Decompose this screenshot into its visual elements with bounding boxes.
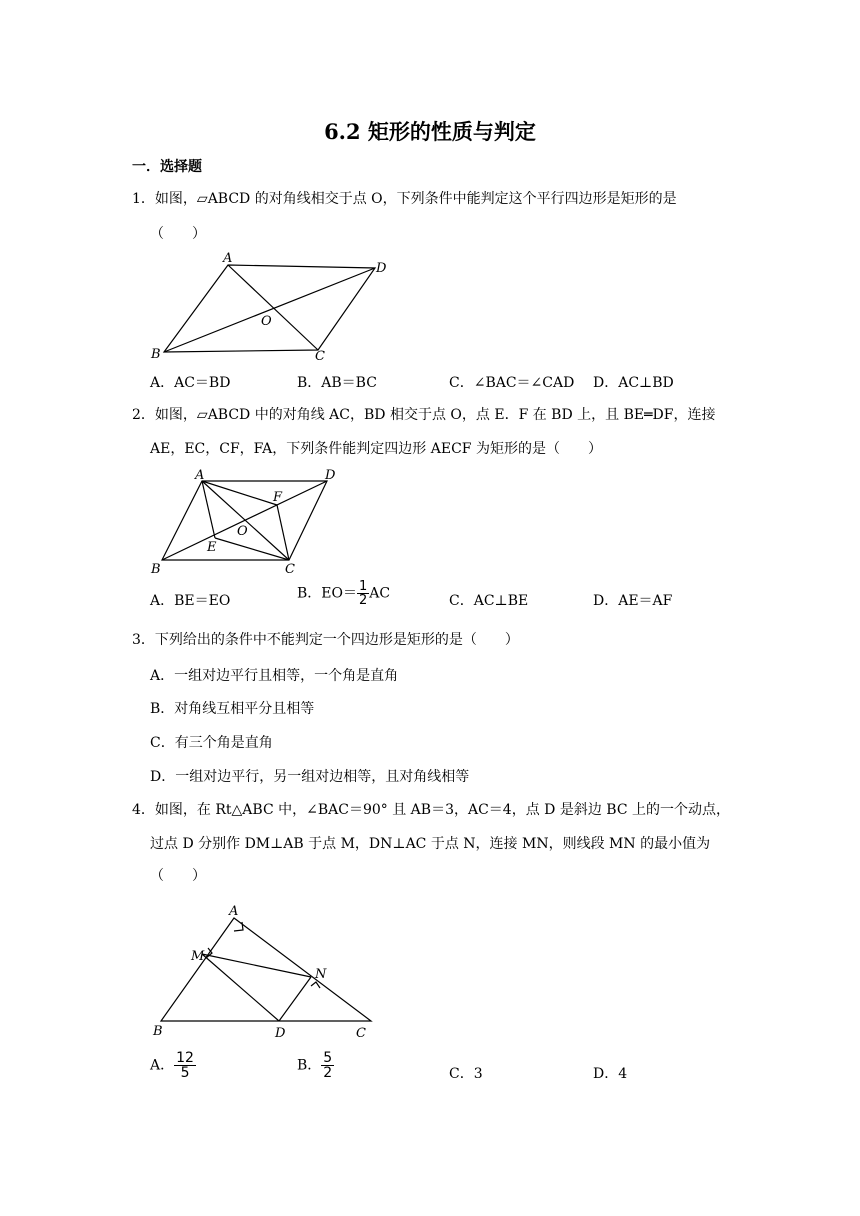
q2-text-line2: AE，EC，CF，FA，下列条件能判定四边形 AECF 为矩形的是（ ）: [150, 441, 602, 457]
q1-label-c: C: [315, 349, 325, 364]
q3-option-c[interactable]: C．有三个角是直角: [150, 735, 273, 751]
q1-diagonal-ac: [228, 265, 318, 350]
q2-label-c: C: [285, 562, 295, 577]
q4-blank: （ ）: [150, 868, 206, 884]
q4-segment-dn: [279, 977, 311, 1021]
q3-option-a[interactable]: A．一组对边平行且相等，一个角是直角: [150, 668, 399, 684]
q4-label-d: D: [275, 1026, 286, 1040]
q2-diagonal-bd: [162, 481, 327, 560]
q1-option-c[interactable]: C．∠BAC＝∠CAD: [449, 375, 575, 391]
q1-option-a[interactable]: A．AC＝BD: [150, 375, 231, 391]
q4-option-b-numerator: 5: [323, 1050, 333, 1066]
q4-option-b-denominator: 2: [323, 1065, 333, 1081]
q4-segment-mn: [202, 954, 311, 977]
q1-blank: （ ）: [150, 226, 206, 242]
page-title: 6.2 矩形的性质与判定: [324, 119, 536, 144]
q2-option-b-prefix: B．EO＝: [297, 585, 357, 602]
q4-right-angle-a: [234, 922, 243, 931]
q2-label-b: B: [151, 562, 161, 577]
q4-segment-md: [202, 954, 279, 1021]
q4-option-b-fraction: [321, 1051, 334, 1080]
q2-label-f: F: [273, 490, 283, 505]
q2-label-e: E: [207, 540, 217, 555]
q1-label-b: B: [151, 347, 161, 362]
q2-segment-fa: [202, 481, 277, 505]
q3-option-d[interactable]: D．一组对边平行，另一组对边相等，且对角线相等: [150, 769, 470, 785]
q4-stem: 如图，在 Rt△ABC 中，∠BAC＝90° 且 AB＝3，AC＝4，点 D 是斜边 BC 上的一个动点，: [154, 802, 731, 818]
q4-triangle-abc: [161, 918, 371, 1021]
q4-option-b-prefix: B．: [297, 1057, 322, 1074]
q4-option-a-numerator: 12: [176, 1050, 194, 1066]
q2-number: 2．: [132, 407, 155, 423]
q2-stem: 如图，▱ABCD 中的对角线 AC，BD 相交于点 O，点 E．F 在 BD 上，且 BE═DF，连接: [154, 407, 716, 423]
q1-option-d[interactable]: D．AC⊥BD: [593, 375, 674, 391]
q4-option-a[interactable]: [150, 1051, 196, 1080]
q3-option-b[interactable]: B．对角线互相平分且相等: [150, 701, 315, 717]
q4-option-a-denominator: 5: [180, 1065, 190, 1081]
q2-segment-ae: [202, 481, 215, 538]
q1-diagonal-bd: [164, 268, 375, 352]
q2-label-o: O: [237, 524, 248, 539]
q4-label-n: N: [315, 967, 327, 982]
q4-number: 4．: [132, 802, 155, 818]
q2-label-d: D: [325, 468, 336, 483]
q4-option-a-fraction: [174, 1051, 196, 1080]
q4-label-a: A: [229, 904, 239, 919]
q1-label-d: D: [376, 261, 387, 276]
q4-text-line2: 过点 D 分别作 DM⊥AB 于点 M，DN⊥AC 于点 N，连接 MN，则线段 MN 的最小值为: [150, 836, 711, 852]
q2-segment-ec: [215, 538, 289, 560]
q3-number: 3．: [132, 632, 155, 648]
section-heading: 一．选择题: [132, 159, 202, 175]
q4-text-line1: [132, 800, 730, 820]
q2-label-a: A: [195, 468, 205, 483]
q4-label-m: M: [191, 949, 205, 964]
q4-right-angle-n: [311, 982, 320, 988]
q1-label-o: O: [261, 314, 272, 329]
q2-option-b[interactable]: [297, 580, 390, 607]
q4-option-c[interactable]: C．3: [449, 1066, 483, 1082]
q2-option-b-denominator: 2: [359, 593, 368, 608]
q2-option-d[interactable]: D．AE＝AF: [593, 593, 673, 609]
q2-option-b-fraction: [357, 580, 369, 607]
q2-text-line1: [132, 405, 715, 425]
q4-label-b: B: [153, 1024, 163, 1039]
q4-figure-right-triangle: [145, 898, 385, 1040]
q4-label-c: C: [356, 1026, 366, 1040]
q1-number: 1．: [132, 191, 155, 207]
q1-text-line1: [132, 189, 677, 209]
q1-figure-parallelogram: [145, 248, 405, 366]
q3-text-line1: [132, 630, 519, 650]
q2-segment-cf: [277, 505, 289, 560]
q2-option-b-suffix: AC: [369, 585, 391, 602]
q1-stem: 如图，▱ABCD 的对角线相交于点 O，下列条件中能判定这个平行四边形是矩形的是: [154, 191, 677, 207]
q3-stem: 下列给出的条件中不能判定一个四边形是矩形的是（ ）: [154, 632, 519, 648]
q1-label-a: A: [223, 251, 233, 266]
q1-option-b[interactable]: B．AB＝BC: [297, 375, 377, 391]
q4-option-b[interactable]: [297, 1051, 334, 1080]
q2-option-b-numerator: 1: [359, 579, 368, 594]
q2-option-c[interactable]: C．AC⊥BE: [449, 593, 529, 609]
q2-option-a[interactable]: A．BE＝EO: [150, 593, 231, 609]
q4-option-d[interactable]: D．4: [593, 1066, 628, 1082]
q2-figure-parallelogram: [145, 463, 355, 578]
q4-option-a-prefix: A．: [150, 1057, 175, 1074]
